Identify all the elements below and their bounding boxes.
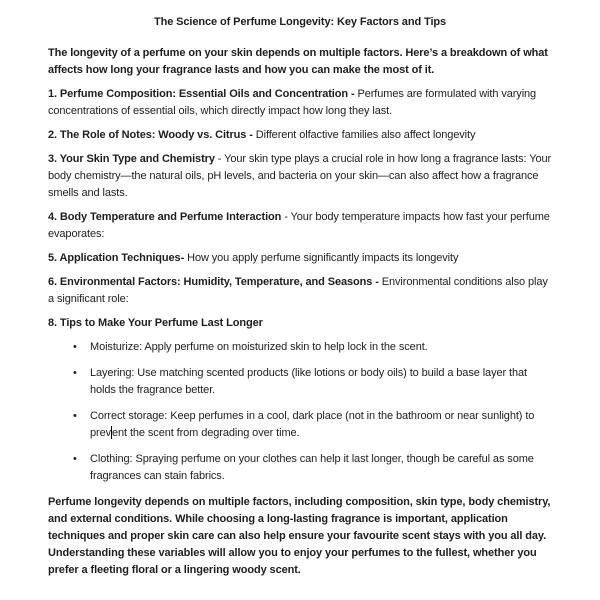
tip-item-layering[interactable] <box>90 365 552 399</box>
section-3-lead[interactable]: 3. Your Skin Type and Chemistry <box>48 153 215 165</box>
section-paragraph-6[interactable] <box>48 274 552 308</box>
section-2-lead[interactable]: 2. The Role of Notes: Woody vs. Citrus - <box>48 129 253 141</box>
tip-clothing-text[interactable]: Clothing: Spraying perfume on your clothes can help it last longer, though be careful as some fragrances can stain fabrics. <box>90 453 534 482</box>
tip-storage-text-before-cursor[interactable]: Correct storage: Keep perfumes in a cool, dark place (not in the bathroom or near sunlight) to prev <box>90 410 535 439</box>
conclusion-paragraph[interactable]: Perfume longevity depends on multiple factors, including composition, skin type, body chemistry, and external conditions. While choosing a long-lasting fragrance is important, application techniques and proper skin care can also help ensure your favourite scent stays with you all day. Understanding these variables will allow you to enjoy your perfumes to the fullest, whether you prefer a fleeting floral or a lingering woody scent. <box>48 496 551 576</box>
tip-item-storage[interactable] <box>90 408 552 442</box>
section-4-lead[interactable]: 4. Body Temperature and Perfume Interaction <box>48 211 282 223</box>
section-1-body[interactable]: Perfumes are formulated with varying concentrations of essential oils, which directly impact how long they last. <box>48 88 537 117</box>
tip-item-moisturize[interactable] <box>90 339 552 356</box>
section-paragraph-5[interactable] <box>48 250 552 267</box>
intro-paragraph[interactable]: The longevity of a perfume on your skin depends on multiple factors. Here’s a breakdown of what affects how long your fragrance lasts and how you can make the most of it. <box>48 47 548 76</box>
section-5-lead[interactable]: 5. Application Techniques- <box>48 252 185 264</box>
tip-item-clothing[interactable] <box>90 451 552 485</box>
section-paragraph-2[interactable] <box>48 127 552 144</box>
section-6-body[interactable]: Environmental conditions also play a significant role: <box>48 276 548 305</box>
tip-storage-text-after-cursor[interactable]: ent the scent from degrading over time. <box>112 427 300 439</box>
section-2-body[interactable]: Different olfactive families also affect longevity <box>252 129 476 141</box>
section-3-body[interactable]: - Your skin type plays a crucial role in how long a fragrance lasts: Your body chemistry—the natural oils, pH levels, and bacteria on your skin—can also affect how a fragrance smells and lasts. <box>48 153 552 199</box>
tips-list[interactable] <box>48 339 552 485</box>
section-6-lead[interactable]: 6. Environmental Factors: Humidity, Temperature, and Seasons - <box>48 276 379 288</box>
tip-moisturize-text[interactable]: Moisturize: Apply perfume on moisturized skin to help lock in the scent. <box>90 341 428 353</box>
section-4-body[interactable]: - Your body temperature impacts how fast your perfume evaporates: <box>48 211 550 240</box>
section-paragraph-1[interactable] <box>48 86 552 120</box>
section-5-body[interactable]: How you apply perfume significantly impacts its longevity <box>184 252 459 264</box>
tip-layering-text[interactable]: Layering: Use matching scented products (like lotions or body oils) to build a base layer that holds the fragrance better. <box>90 367 527 396</box>
section-paragraph-3[interactable] <box>48 151 552 202</box>
section-paragraph-4[interactable] <box>48 209 552 243</box>
section-1-lead[interactable]: 1. Perfume Composition: Essential Oils and Concentration - <box>48 88 355 100</box>
tips-heading[interactable]: 8. Tips to Make Your Perfume Last Longer <box>48 317 263 329</box>
document-title[interactable]: The Science of Perfume Longevity: Key Factors and Tips <box>153 16 447 28</box>
